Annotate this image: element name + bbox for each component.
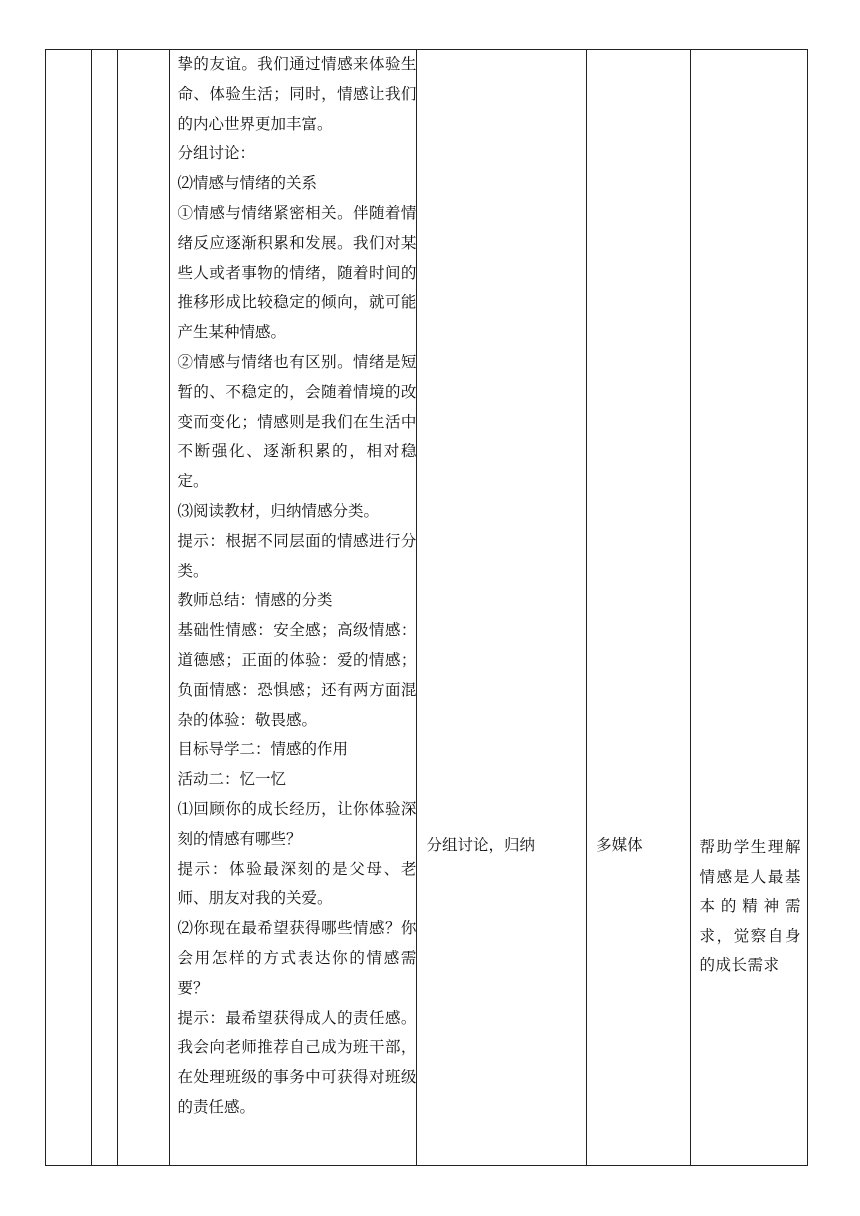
content-paragraph: ①情感与情绪紧密相关。伴随着情绪反应逐渐积累和发展。我们对某些人或者事物的情绪，随着时间的推移形成比较稳定的倾向，就可能产生某种情感。 — [177, 203, 417, 342]
content-paragraph: 挚的友谊。我们通过情感来体验生命、体验生活；同时，情感让我们的内心世界更加丰富。 — [177, 55, 417, 133]
teaching-content — [170, 50, 416, 1123]
blank-cell — [118, 50, 170, 1166]
content-paragraph: 提示：根据不同层面的情感进行分类。 — [177, 531, 417, 580]
teaching-content-cell — [170, 50, 417, 1166]
stage-cell — [46, 50, 92, 1166]
content-paragraph: ⑴回顾你的成长经历，让你体验深刻的情感有哪些？ — [177, 799, 417, 848]
design-intent-text: 帮助学生理解情感是人最基本的精神需求，觉察自身的成长需求 — [699, 838, 801, 974]
student-activity-cell — [417, 50, 587, 1166]
content-paragraph: 基础性情感：安全感；高级情感：道德感；正面的体验：爱的情感；负面情感：恐惧感；还有两方面混杂的体验：敬畏感。 — [177, 621, 417, 729]
student-activity-text: 分组讨论，归纳 — [426, 836, 535, 854]
media-text: 多媒体 — [596, 836, 643, 854]
design-intent-cell — [690, 50, 808, 1166]
content-paragraph: ⑵情感与情绪的关系 — [177, 174, 317, 193]
content-paragraph: 提示：最希望获得成人的责任感。我会向老师推荐自己成为班干部，在处理班级的事务中可获得对班级的责任感。 — [177, 1008, 417, 1116]
table-row — [46, 50, 808, 1166]
content-paragraph: 活动二：忆一忆 — [177, 770, 286, 789]
content-paragraph: ⑶阅读教材，归纳情感分类。 — [177, 501, 379, 520]
blank-cell — [92, 50, 118, 1166]
content-paragraph: 提示：体验最深刻的是父母、老师、朋友对我的关爱。 — [177, 859, 417, 908]
content-paragraph: 目标导学二：情感的作用 — [177, 740, 348, 759]
content-paragraph: ②情感与情绪也有区别。情绪是短暂的、不稳定的，会随着情境的改变而变化；情感则是我们在生活中不断强化、逐渐积累的，相对稳定。 — [177, 352, 417, 491]
media-cell — [587, 50, 690, 1166]
content-paragraph: ⑵你现在最希望获得哪些情感？你会用怎样的方式表达你的情感需要？ — [177, 919, 417, 997]
content-paragraph: 教师总结：情感的分类 — [177, 591, 333, 610]
lesson-plan-table — [45, 49, 808, 1166]
content-paragraph: 分组讨论： — [177, 144, 255, 163]
